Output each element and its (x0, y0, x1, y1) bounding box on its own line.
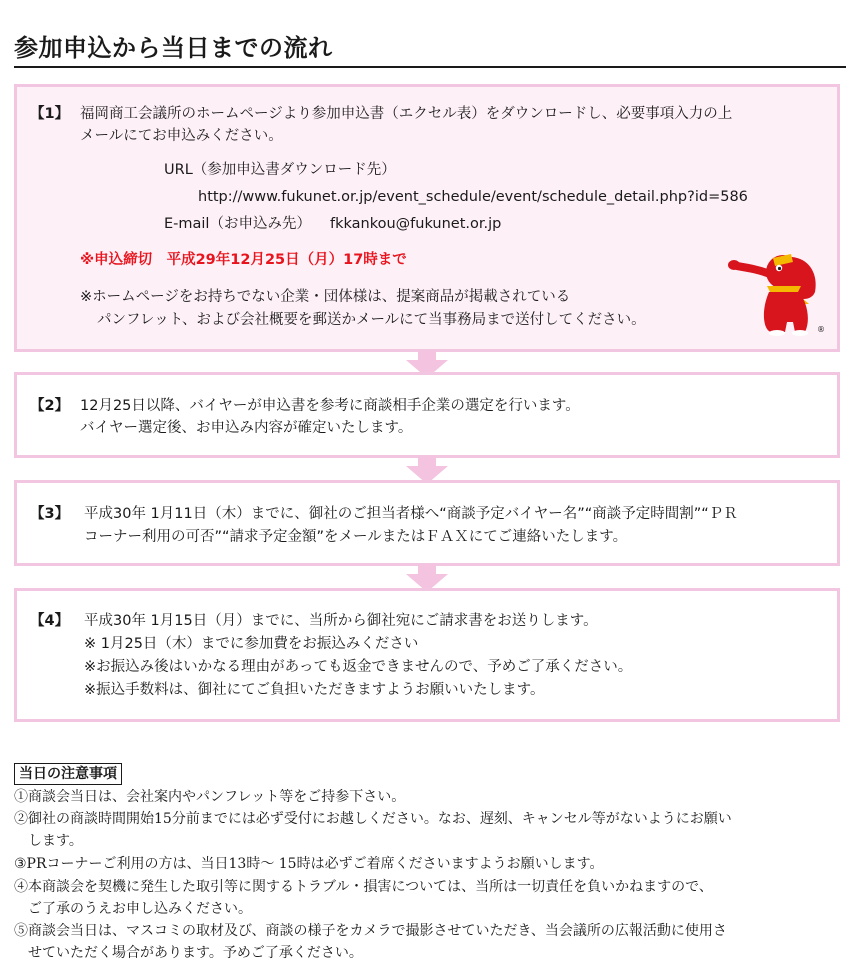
note-2-line1: ②御社の商談時間開始15分前までには必ず受付にお越しください。なお、遅刻、キャンセル等がないようにお願い (14, 811, 732, 827)
note-5-line2: せていただく場合があります。予めご了承ください。 (28, 945, 363, 961)
note-5-line1: ⑤商談会当日は、マスコミの取材及び、商談の様子をカメラで撮影させていただき、当会議所の広報活動に使用さ (14, 923, 727, 939)
step-4-box (14, 588, 840, 722)
step-1-text-line2: メールにてお申込みください。 (80, 128, 283, 144)
step-1-note-line1: ※ホームページをお持ちでない企業・団体様は、提案商品が掲載されている (80, 289, 571, 305)
step-1-text-line1: 福岡商工会議所のホームページより参加申込書（エクセル表）をダウンロードし、必要事項入力の上 (80, 106, 733, 122)
page-title: 参加申込から当日までの流れ (14, 34, 333, 62)
url-label: URL（参加申込書ダウンロード先） (164, 162, 396, 178)
download-url-link[interactable]: http://www.fukunet.or.jp/event_schedule/event/schedule_detail.php?id=586 (198, 189, 748, 205)
step-4-text-line2: ※ 1月25日（木）までに参加費をお振込みください (84, 636, 419, 652)
note-3: ③PRコーナーご利用の方は、当日13時～ 15時は必ずご着席くださいますようお願いします。 (14, 856, 604, 872)
step-4-number: 【4】 (30, 613, 70, 629)
step-3-text-line2: コーナー利用の可否”“請求予定金額”をメールまたはＦＡＸにてご連絡いたします。 (84, 529, 628, 545)
note-4-line2: ご了承のうえお申し込みください。 (28, 901, 252, 917)
deadline-notice: ※申込締切 平成29年12月25日（月）17時まで (80, 252, 407, 268)
note-2-line2: します。 (28, 833, 83, 849)
email-label: E-mail（お申込み先） (164, 216, 311, 232)
step-1-number: 【1】 (30, 106, 70, 122)
step-1-note-line2: パンフレット、および会社概要を郵送かメールにて当事務局まで送付してください。 (97, 312, 646, 328)
step-2-text-line2: バイヤー選定後、お申込み内容が確定いたします。 (80, 420, 413, 436)
step-4-text-line3: ※お振込み後はいかなる理由があっても返金できませんので、予めご了承ください。 (84, 659, 633, 675)
step-3-number: 【3】 (30, 506, 70, 522)
email-address-link[interactable]: fkkankou@fukunet.or.jp (330, 216, 502, 232)
note-4-line1: ④本商談会を契機に発生した取引等に関するトラブル・損害については、当所は一切責任を負いかねますので、 (14, 879, 713, 895)
note-1: ①商談会当日は、会社案内やパンフレット等をご持参下さい。 (14, 789, 406, 805)
title-underline (14, 66, 846, 68)
step-4-text-line1: 平成30年 1月15日（月）までに、当所から御社宛にご請求書をお送りします。 (84, 613, 598, 629)
step-3-text-line1: 平成30年 1月11日（木）までに、御社のご担当者様へ“商談予定バイヤー名”“商談予定時間割”“ＰＲ (84, 506, 738, 522)
step-4-text-line4: ※振込手数料は、御社にてご負担いただきますようお願いいたします。 (84, 682, 545, 698)
step-2-text-line1: 12月25日以降、バイヤーが申込書を参考に商談相手企業の選定を行います。 (80, 398, 580, 414)
step-2-number: 【2】 (30, 398, 70, 414)
notes-heading: 当日の注意事項 (14, 763, 122, 785)
svg-text:®: ® (817, 325, 825, 334)
elephant-mascot-icon (725, 248, 830, 340)
